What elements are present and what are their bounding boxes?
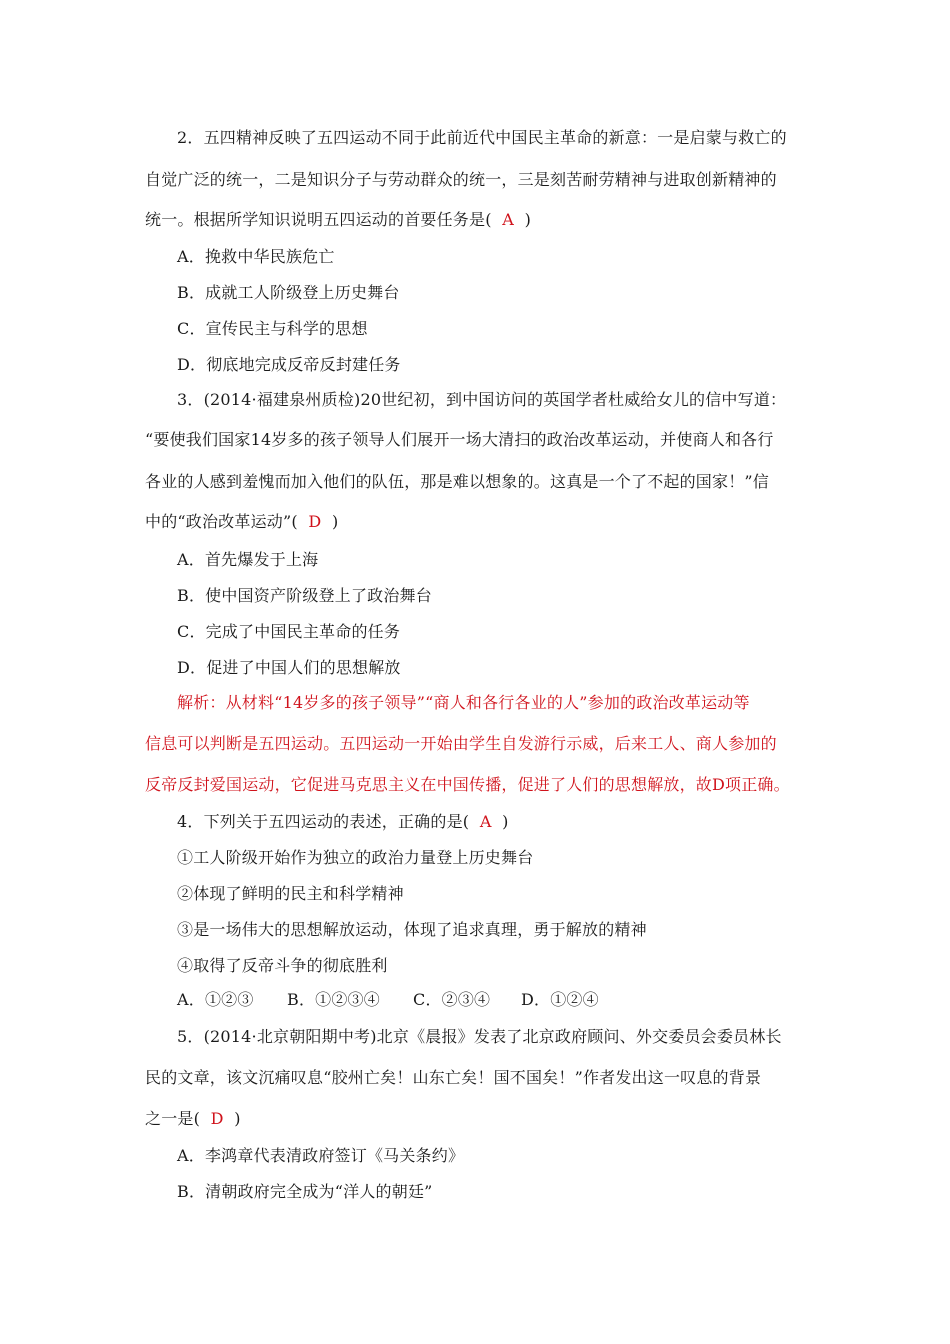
q2-option-b: B．成就工人阶级登上历史舞台 <box>177 283 400 302</box>
q3-option-b: B．使中国资产阶级登上了政治舞台 <box>177 586 432 605</box>
q2-option-c: C．宣传民主与科学的思想 <box>177 319 368 338</box>
q3-line-2: “要使我们国家14岁多的孩子领导人们展开一场大清扫的政治改革运动，并使商人和各行 <box>145 430 774 449</box>
q4-option-c: C．②③④ <box>413 990 491 1009</box>
q3-line-3: 各业的人感到羞愧而加入他们的队伍，那是难以想象的。这真是一个了不起的国家！”信 <box>145 472 769 491</box>
q4-answer: A <box>479 812 492 831</box>
q2-answer: A <box>502 210 514 229</box>
q2-option-a: A．挽救中华民族危亡 <box>177 247 335 266</box>
q2-option-d: D．彻底地完成反帝反封建任务 <box>177 355 401 374</box>
q5-answer: D <box>210 1109 224 1128</box>
q4-line-1: 4．下列关于五四运动的表述，正确的是( A ) <box>177 812 509 831</box>
q3-option-a: A．首先爆发于上海 <box>177 550 319 569</box>
q3-line-1: 3．(2014·福建泉州质检)20世纪初，到中国访问的英国学者杜威给女儿的信中写道： <box>177 390 787 409</box>
q5-option-a: A．李鸿章代表清政府签订《马关条约》 <box>177 1146 465 1165</box>
q4-item-3: ③是一场伟大的思想解放运动，体现了追求真理，勇于解放的精神 <box>177 920 647 939</box>
q3-analysis-line-2: 信息可以判断是五四运动。五四运动一开始由学生自发游行示威，后来工人、商人参加的 <box>145 734 777 753</box>
q3-option-d: D．促进了中国人们的思想解放 <box>177 658 401 677</box>
q4-item-4: ④取得了反帝斗争的彻底胜利 <box>177 956 388 975</box>
q5-line-1: 5．(2014·北京朝阳期中考)北京《晨报》发表了北京政府顾问、外交委员会委员林长 <box>177 1027 782 1046</box>
q4-option-a: A．①②③ <box>177 990 254 1009</box>
q2-line-1: 2．五四精神反映了五四运动不同于此前近代中国民主革命的新意：一是启蒙与救亡的 <box>177 128 787 147</box>
q3-analysis-line-1: 解析：从材料“14岁多的孩子领导”“商人和各行各业的人”参加的政治改革运动等 <box>177 693 750 712</box>
q4-option-b: B．①②③④ <box>287 990 380 1009</box>
q2-line-3: 统一。根据所学知识说明五四运动的首要任务是( A ) <box>145 210 532 229</box>
q3-option-c: C．完成了中国民主革命的任务 <box>177 622 401 641</box>
q4-option-d: D．①②④ <box>521 990 599 1009</box>
q2-line-2: 自觉广泛的统一，二是知识分子与劳动群众的统一，三是刻苦耐劳精神与进取创新精神的 <box>145 170 777 189</box>
q3-answer: D <box>308 512 322 531</box>
q3-analysis-line-3: 反帝反封爱国运动，它促进马克思主义在中国传播，促进了人们的思想解放，故D项正确。 <box>145 775 790 794</box>
q4-item-2: ②体现了鲜明的民主和科学精神 <box>177 884 404 903</box>
q4-item-1: ①工人阶级开始作为独立的政治力量登上历史舞台 <box>177 848 534 867</box>
q5-line-2: 民的文章，该文沉痛叹息“胶州亡矣！山东亡矣！国不国矣！”作者发出这一叹息的背景 <box>145 1068 762 1087</box>
q5-option-b: B．清朝政府完全成为“洋人的朝廷” <box>177 1182 433 1201</box>
q3-line-4: 中的“政治改革运动”( D ) <box>145 512 339 531</box>
q5-line-3: 之一是( D ) <box>145 1109 241 1128</box>
